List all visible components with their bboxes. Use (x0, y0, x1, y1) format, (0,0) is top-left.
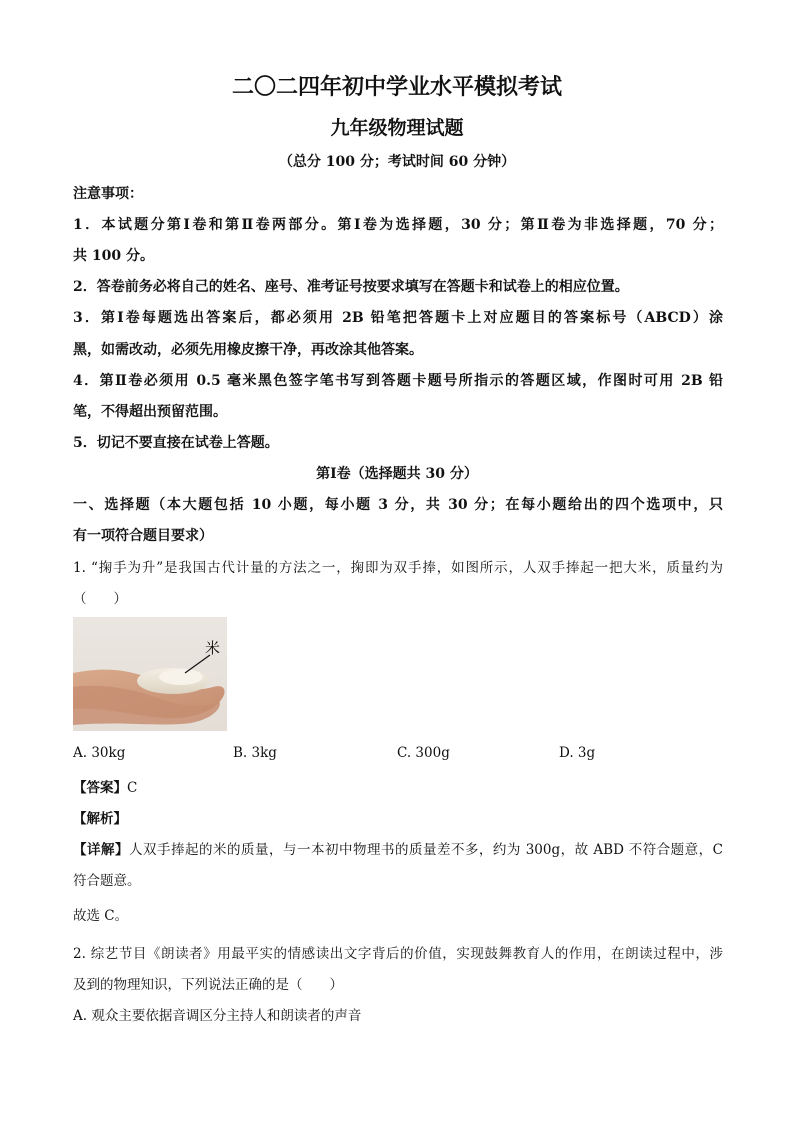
note-4-line-1: 4．第Ⅱ卷必须用 0.5 毫米黑色签字笔书写到答题卡题号所指示的答题区域，作图时可用 2B 铅 (73, 373, 723, 389)
q1-stem-line-1: 1. “掬手为升”是我国古代计量的方法之一，掬即为双手捧，如图所示，人双手捧起一把大米，质量约为 (73, 560, 723, 576)
q2-option-a: A. 观众主要依据音调区分主持人和朗读者的声音 (73, 1008, 362, 1024)
hands-rice-illustration (73, 617, 227, 731)
q1-answer: C (127, 780, 138, 796)
note-4-line-2: 笔，不得超出预留范围。 (73, 404, 227, 420)
note-3-line-1: 3．第Ⅰ卷每题选出答案后，都必须用 2B 铅笔把答题卡上对应题目的答案标号（ABCD）涂 (73, 310, 723, 326)
q2-stem-line-1: 2. 综艺节目《朗读者》用最平实的情感读出文字背后的价值，实现鼓舞教育人的作用，在朗读过程中，涉 (73, 946, 723, 962)
note-1-line-2: 共 100 分。 (73, 248, 154, 264)
q1-detail-line-2: 符合题意。 (73, 873, 141, 889)
q1-option-b: B. 3kg (233, 745, 277, 761)
exam-meta: （总分 100 分；考试时间 60 分钟） (278, 154, 516, 170)
q1-detail-tag: 【详解】 (73, 842, 129, 858)
q1-option-c: C. 300g (397, 745, 450, 761)
exam-title: 二〇二四年初中学业水平模拟考试 (231, 74, 562, 100)
note-1-line-1: 1．本试题分第Ⅰ卷和第Ⅱ卷两部分。第Ⅰ卷为选择题，30 分；第Ⅱ卷为非选择题，70 分； (73, 217, 723, 233)
q1-answer-tag: 【答案】 (73, 780, 127, 796)
q2-stem-line-2: 及到的物理知识，下列说法正确的是（ ） (73, 977, 343, 993)
q1-figure-hands-holding-rice (73, 617, 227, 731)
section-1-title: 第Ⅰ卷（选择题共 30 分） (316, 466, 478, 482)
q1-option-a: A. 30kg (73, 745, 126, 761)
q1-conclusion: 故选 C。 (73, 908, 129, 924)
q1-option-d: D. 3g (559, 745, 596, 761)
q1-detail-line-1 (73, 838, 723, 858)
note-2: 2．答卷前务必将自己的姓名、座号、准考证号按要求填写在答题卡和试卷上的相应位置。 (73, 279, 629, 295)
section-1-instructions-line-2: 有一项符合题目要求） (73, 528, 213, 544)
q1-analysis-tag: 【解析】 (73, 811, 127, 827)
q1-detail-text: 人双手捧起的米的质量，与一本初中物理书的质量差不多，约为 300g，故 ABD 不符合题意，C (129, 842, 724, 858)
exam-subtitle: 九年级物理试题 (330, 117, 464, 139)
section-1-instructions-line-1: 一、选择题（本大题包括 10 小题，每小题 3 分，共 30 分；在每小题给出的四个选项中，只 (73, 497, 723, 513)
notes-heading: 注意事项： (73, 186, 143, 202)
q1-figure-label: 米 (205, 639, 221, 657)
q1-stem-line-2: （ ） (73, 591, 127, 607)
note-5: 5．切记不要直接在试卷上答题。 (73, 435, 279, 451)
q1-answer-line (73, 776, 137, 796)
note-3-line-2: 黑，如需改动，必须先用橡皮擦干净，再改涂其他答案。 (73, 342, 423, 358)
